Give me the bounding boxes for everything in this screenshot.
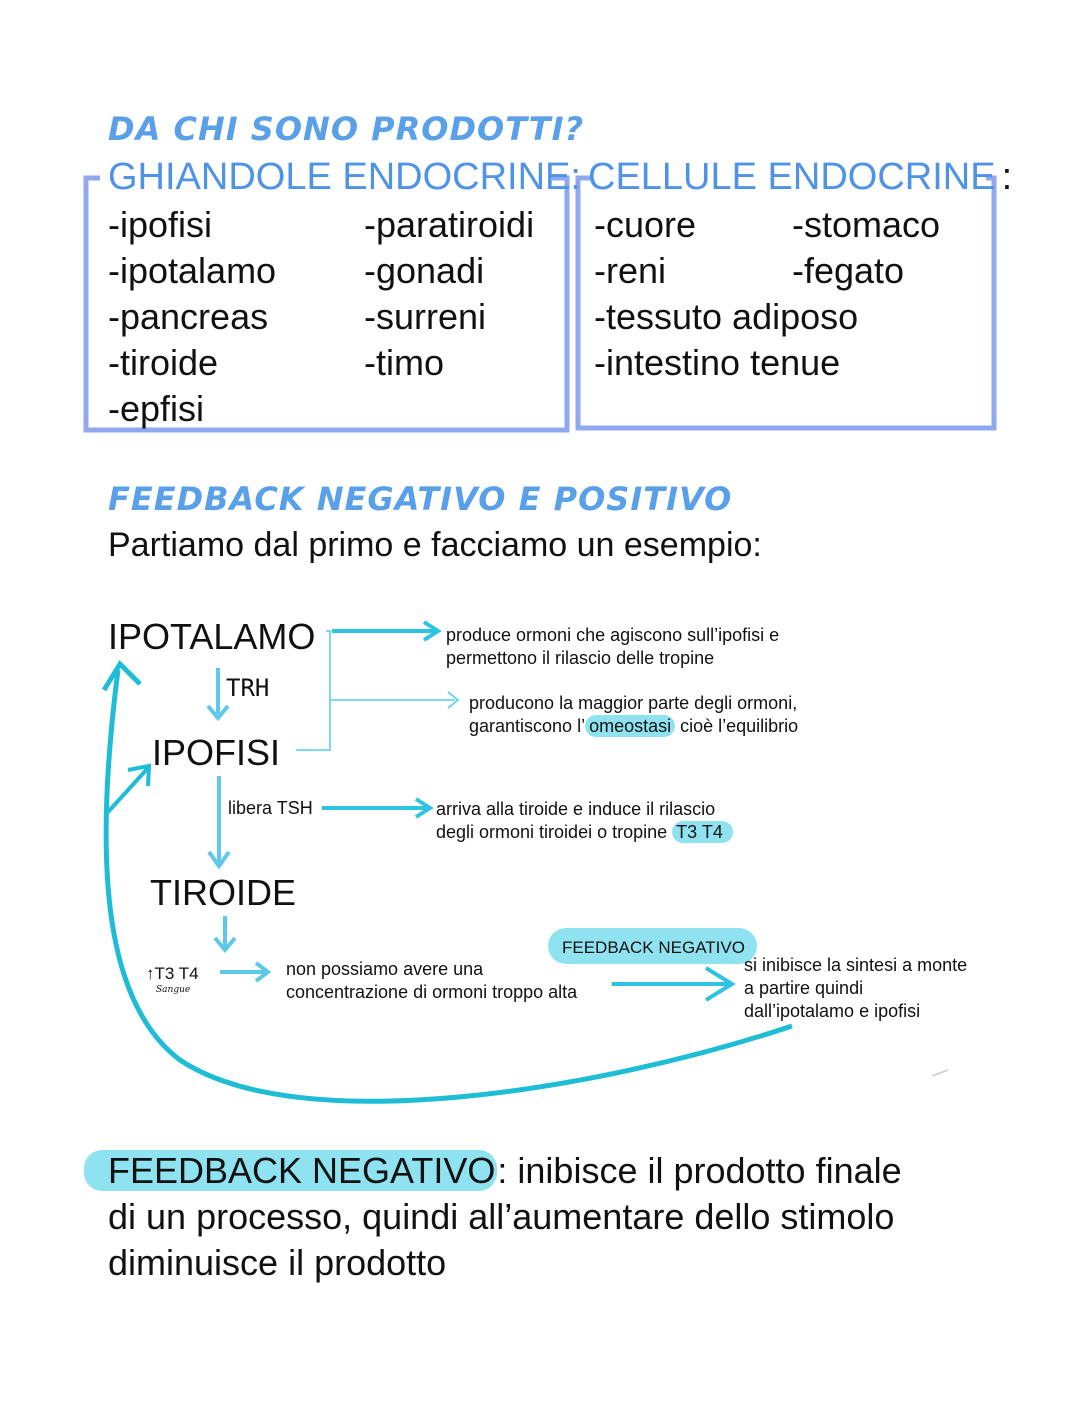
node-tiroide: TIROIDE (150, 872, 297, 913)
cell-item: -cuore (594, 204, 697, 245)
gland-item: -gonadi (364, 250, 485, 291)
definition-line (84, 1148, 902, 1194)
cells-title-colon: : (1001, 156, 1013, 198)
note-ipotalamo (446, 624, 779, 670)
stray-mark (932, 1070, 948, 1076)
gland-item: -ipotalamo (108, 250, 277, 291)
cell-row (594, 248, 940, 294)
cell-row (594, 202, 940, 248)
cells-list (594, 202, 940, 386)
loop-branch (108, 768, 148, 812)
note-line (469, 715, 798, 738)
cell-item: -fegato (792, 250, 905, 291)
note-line (436, 821, 733, 844)
highlight-omeostasi: omeostasi (585, 715, 675, 737)
glands-title: GHIANDOLE ENDOCRINE: (108, 156, 581, 198)
section1-heading: DA CHI SONO PRODOTTI? (108, 110, 585, 148)
cell-item: -stomaco (792, 204, 941, 245)
section2-heading: FEEDBACK NEGATIVO E POSITIVO (108, 480, 733, 518)
node-tsh: libera TSH (228, 798, 313, 818)
definition-block (84, 1148, 902, 1286)
note-line: concentrazione di ormoni troppo alta (286, 982, 578, 1002)
note-line: permettono il rilascio delle tropine (446, 648, 715, 668)
note-inibisce (744, 954, 967, 1023)
cell-item: -reni (594, 250, 667, 291)
note-tiroide (436, 798, 733, 844)
note-text: degli ormoni tiroidei o tropine (436, 822, 673, 842)
loop-arrow-head (104, 664, 140, 690)
node-sangue: Sangue (156, 985, 191, 995)
note-text: garantiscono l’ (469, 716, 586, 736)
gland-item: -tiroide (108, 342, 219, 383)
glands-col1 (108, 202, 276, 432)
gland-item: -pancreas (108, 296, 269, 337)
node-t3t4: ↑T3 T4 (146, 964, 199, 983)
cell-item: -intestino tenue (594, 342, 841, 383)
gland-item: -surreni (364, 296, 487, 337)
note-line: non possiamo avere una (286, 959, 484, 979)
gland-item: -paratiroidi (364, 204, 535, 245)
node-ipotalamo: IPOTALAMO (108, 616, 316, 657)
note-line: producono la maggior parte degli ormoni, (469, 693, 798, 713)
note-line: dall’ipotalamo e ipofisi (744, 1001, 921, 1021)
cells-title-text: CELLULE ENDOCRINE (588, 156, 996, 198)
note-line: si inibisce la sintesi a monte (744, 955, 968, 975)
definition-line: di un processo, quindi all’aumentare dello stimolo (108, 1196, 895, 1237)
gland-item: -ipofisi (108, 204, 213, 245)
badge-feedback-negativo: FEEDBACK NEGATIVO (548, 928, 757, 964)
definition-text: : inibisce il prodotto finale (497, 1150, 902, 1191)
gland-item: -epfisi (108, 388, 205, 429)
note-line: a partire quindi (744, 978, 864, 998)
cells-title (588, 156, 1012, 199)
note-line: arriva alla tiroide e induce il rilascio (436, 799, 716, 819)
definition-term: FEEDBACK NEGATIVO (84, 1150, 497, 1191)
section2-intro: Partiamo dal primo e facciamo un esempio: (108, 526, 762, 564)
note-text: cioè l’equilibrio (675, 716, 799, 736)
definition-line: diminuisce il prodotto (108, 1242, 447, 1283)
cell-item: -tessuto adiposo (594, 296, 859, 337)
node-ipofisi: IPOFISI (152, 732, 281, 773)
note-concentrazione (286, 958, 577, 1004)
glands-col2 (364, 202, 534, 386)
note-line: produce ormoni che agiscono sull’ipofisi e (446, 625, 780, 645)
node-trh: TRH (226, 674, 270, 702)
highlight-t3t4: T3 T4 (672, 821, 733, 843)
note-ormoni (469, 692, 798, 738)
gland-item: -timo (364, 342, 444, 383)
